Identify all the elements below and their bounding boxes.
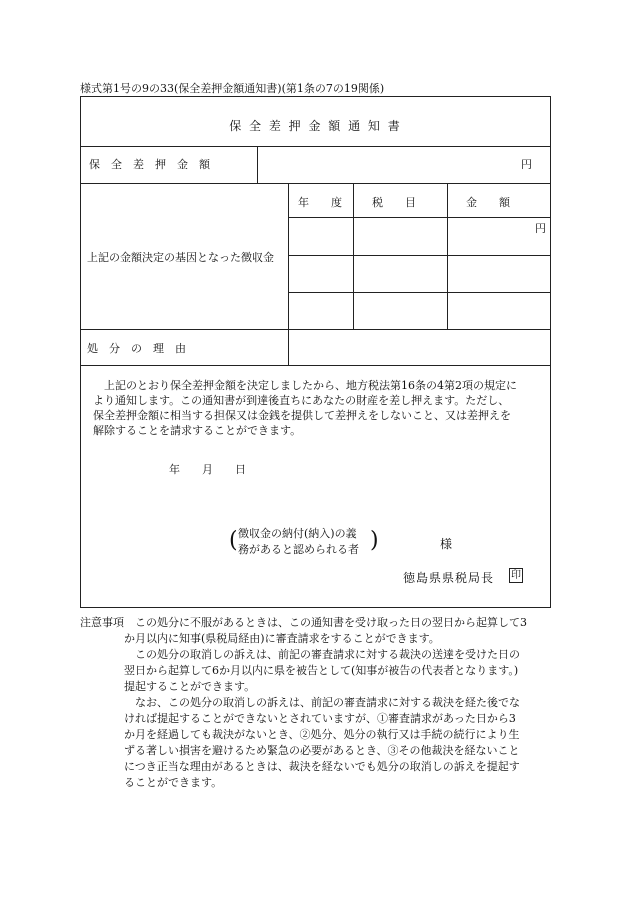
notice-line: 保全差押金額に相当する担保又は金銭を提供して差押えをしないこと、又は差押えを [93, 409, 511, 422]
notes-body [124, 615, 554, 791]
notes-line: なお、この処分の取消しの訴えは、前記の審査請求に対する裁決を経た後でな [135, 696, 520, 709]
notes-line: ずる著しい損害を避けるため緊急の必要があるとき、③その他裁決を経ないこと [124, 744, 520, 757]
basis-label: 上記の金額決定の基因となった徴収金 [87, 251, 274, 264]
notice-line: 上記のとおり保全差押金額を決定しましたから、地方税法第16条の4第2項の規定に [104, 379, 517, 392]
header-year: 年 度 [298, 196, 342, 209]
date-line: 年 月 日 [169, 463, 246, 476]
addressee-line: 徴収金の納付(納入)の義 [238, 527, 357, 540]
addressee-text [238, 526, 359, 558]
honorific: 様 [440, 537, 453, 551]
notice-paragraph [93, 378, 548, 438]
form-caption: 様式第1号の9の33(保全差押金額通知書)(第1条の7の19関係) [80, 82, 385, 95]
addressee-open-paren: ( [229, 528, 238, 553]
notice-line: より通知します。この通知書が到達後直ちにあなたの財産を差し押えます。ただし、 [93, 394, 510, 407]
notes-line: か月を経過しても裁決がないとき、②処分、処分の執行又は手続の続行により生 [124, 728, 520, 741]
notes-line: か月以内に知事(県税局経由)に審査請求をすることができます。 [124, 632, 440, 645]
seal-stamp: 印 [511, 570, 521, 581]
addressee-line: 務があると認められる者 [238, 543, 359, 556]
notes-line: ることができます。 [124, 776, 223, 789]
form-title: 保 全 差 押 金 額 通 知 書 [229, 119, 402, 133]
basis-amount-unit: 円 [535, 222, 546, 235]
notice-line: 解除することを請求することができます。 [93, 424, 302, 437]
amount-label: 保 全 差 押 金 額 [89, 158, 210, 171]
header-amount: 金 額 [466, 196, 510, 209]
notice-form [80, 96, 551, 608]
reason-label: 処 分 の 理 由 [87, 342, 186, 355]
notes-line: 提起することができます。 [124, 680, 256, 693]
notes-line: この処分に不服があるときは、この通知書を受け取った日の翌日から起算して3 [135, 616, 527, 629]
addressee-close-paren: ) [370, 528, 379, 553]
notes-line: この処分の取消しの訴えは、前記の審査請求に対する裁決の送達を受けた日の [135, 648, 520, 661]
notes-line: ければ提起することができないとされていますが、①審査請求があった日から3 [124, 712, 516, 725]
notes-label: 注意事項 [80, 616, 124, 629]
notes-line: につき正当な理由があるときは、裁決を経ないでも処分の取消しの訴えを提起す [124, 760, 520, 773]
amount-unit: 円 [521, 158, 532, 171]
notes-line: 翌日から起算して6か月以内に県を被告として(知事が被告の代表者となります。) [124, 664, 519, 677]
issuer: 徳島県県税局長 [403, 571, 495, 585]
header-tax-item: 税 目 [372, 196, 416, 209]
